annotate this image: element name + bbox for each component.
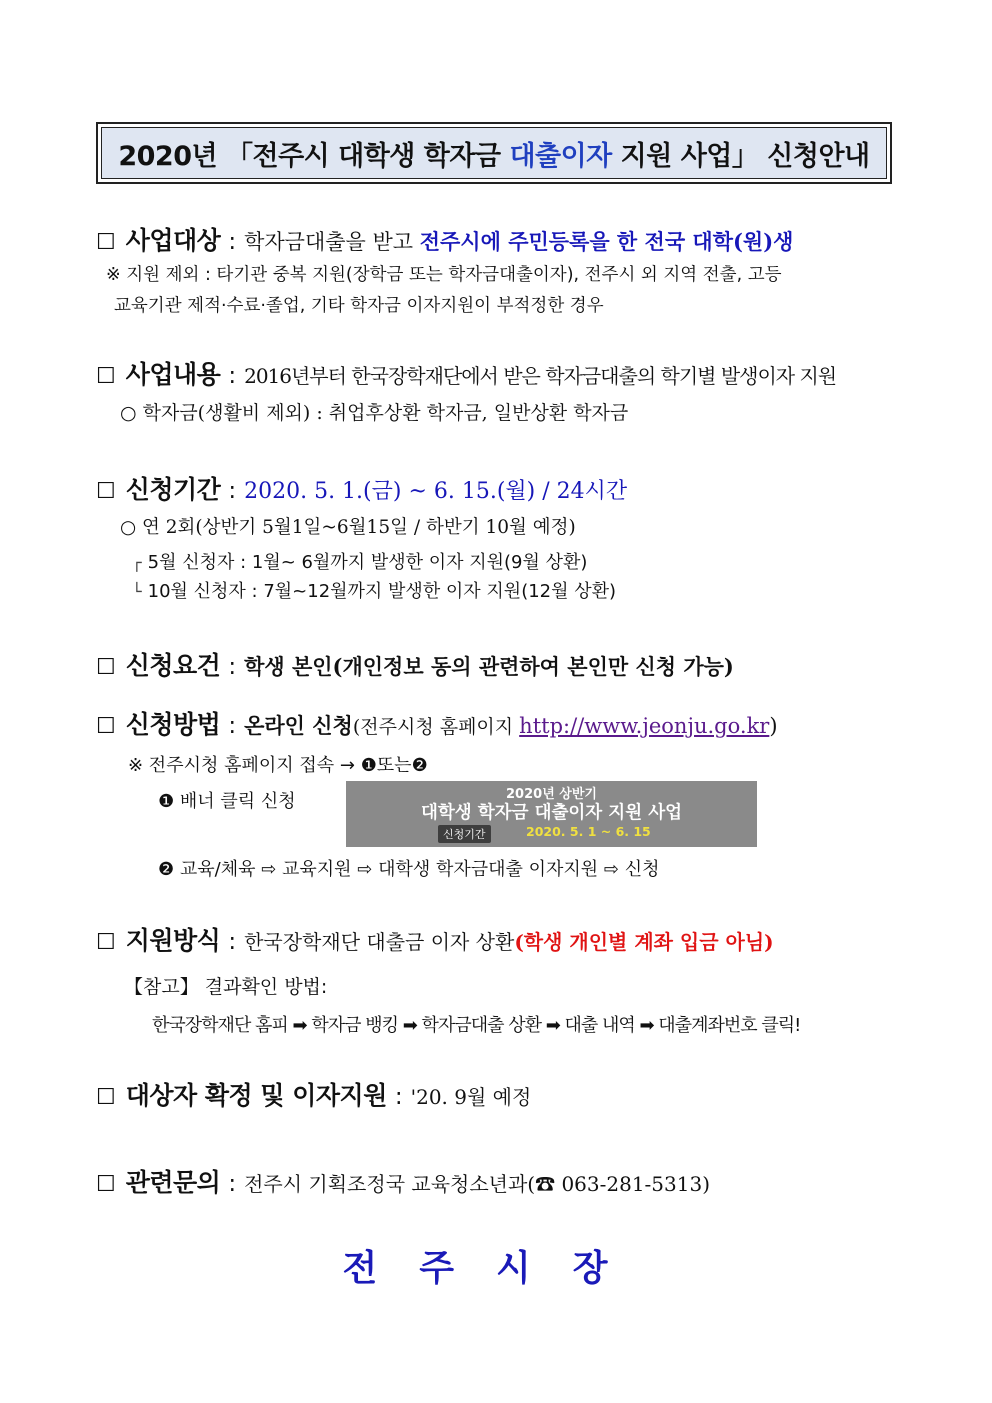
section-method-head: 신청방법 bbox=[125, 710, 221, 739]
period-item1 bbox=[132, 548, 587, 574]
period-item2 bbox=[132, 577, 616, 603]
title-highlight: 대출이자 bbox=[509, 140, 612, 172]
method-note: ※ 전주시청 홈페이지 접속 → ❶또는❷ bbox=[128, 755, 428, 776]
section-content bbox=[96, 355, 836, 391]
method-option1: ❶ 배너 클릭 신청 bbox=[158, 791, 296, 812]
section-confirm-head: 대상자 확정 및 이자지원 bbox=[125, 1081, 387, 1110]
title-part1: 2020년 「전주시 대학생 학자금 bbox=[118, 140, 510, 172]
section-method-text-rest: (전주시청 홈페이지 bbox=[352, 716, 520, 738]
section-confirm-text: '20. 9월 예정 bbox=[410, 1085, 532, 1109]
checkbox-icon: ☐ bbox=[96, 714, 116, 739]
section-target-text: 학자금대출을 받고 bbox=[244, 230, 420, 254]
section-support bbox=[96, 921, 774, 957]
bracket-top-icon: ┌ bbox=[132, 553, 142, 572]
content-sub: ○ 학자금(생활비 제외) : 취업후상환 학자금, 일반상환 학자금 bbox=[120, 402, 629, 424]
banner-period: 2020. 5. 1 ~ 6. 15 bbox=[526, 824, 651, 839]
period-item1-text: 5월 신청자 : 1월~ 6월까지 발생한 이자 지원(9월 상환) bbox=[147, 552, 588, 573]
colon: : bbox=[228, 713, 237, 739]
title-part2: 지원 사업」 신청안내 bbox=[611, 140, 870, 172]
section-inquiry-text: 전주시 기획조정국 교육청소년과(☎ 063-281-5313) bbox=[244, 1172, 711, 1196]
colon: : bbox=[228, 1171, 237, 1197]
banner-line1: 2020년 상반기 bbox=[506, 787, 597, 802]
section-target-highlight: 전주시에 주민등록을 한 전국 대학(원)생 bbox=[419, 229, 794, 254]
section-target bbox=[96, 221, 793, 257]
checkbox-icon: ☐ bbox=[96, 364, 116, 389]
section-support-highlight: (학생 개인별 계좌 입금 아님) bbox=[514, 930, 774, 954]
section-confirm bbox=[96, 1076, 531, 1112]
support-ref-title: 【참고】 결과확인 방법: bbox=[124, 976, 328, 998]
section-support-head: 지원방식 bbox=[125, 926, 221, 955]
section-method bbox=[96, 705, 778, 741]
checkbox-icon: ☐ bbox=[96, 1085, 116, 1110]
section-requirement-text: 학생 본인(개인정보 동의 관련하여 본인만 신청 가능) bbox=[244, 654, 734, 679]
banner-tag: 신청기간 bbox=[438, 825, 491, 843]
footer-mayor: 전주시장 bbox=[342, 1248, 650, 1289]
checkbox-icon: ☐ bbox=[96, 655, 116, 680]
colon: : bbox=[394, 1084, 403, 1110]
section-content-head: 사업내용 bbox=[125, 360, 221, 389]
section-period-head: 신청기간 bbox=[125, 475, 221, 504]
section-target-head: 사업대상 bbox=[125, 226, 221, 255]
support-ref-path: 한국장학재단 홈피 ➡ 학자금 뱅킹 ➡ 학자금대출 상환 ➡ 대출 내역 ➡ 대출계좌번호 클릭! bbox=[152, 1015, 801, 1036]
apply-banner[interactable] bbox=[346, 781, 757, 847]
target-note-line1: ※ 지원 제외 : 타기관 중복 지원(장학금 또는 학자금대출이자), 전주시 외 지역 전출, 고등 bbox=[106, 265, 782, 285]
period-item2-text: 10월 신청자 : 7월~12월까지 발생한 이자 지원(12월 상환) bbox=[147, 581, 617, 602]
section-inquiry-head: 관련문의 bbox=[125, 1168, 221, 1197]
checkbox-icon: ☐ bbox=[96, 930, 116, 955]
section-period-text: 2020. 5. 1.(금) ~ 6. 15.(월) / 24시간 bbox=[244, 479, 628, 504]
section-method-text-end: ) bbox=[769, 714, 778, 738]
period-sub: ○ 연 2회(상반기 5월1일~6월15일 / 하반기 10월 예정) bbox=[120, 517, 576, 538]
method-option2: ❷ 교육/체육 ⇨ 교육지원 ⇨ 대학생 학자금대출 이자지원 ⇨ 신청 bbox=[158, 859, 660, 880]
section-support-text: 한국장학재단 대출금 이자 상환 bbox=[244, 930, 515, 954]
section-inquiry bbox=[96, 1163, 710, 1199]
section-method-text-bold: 온라인 신청 bbox=[244, 713, 353, 738]
checkbox-icon: ☐ bbox=[96, 479, 116, 504]
title-box bbox=[96, 122, 892, 184]
page-title bbox=[101, 127, 887, 179]
colon: : bbox=[228, 363, 237, 389]
bracket-bottom-icon: └ bbox=[132, 582, 142, 601]
banner-line2: 대학생 학자금 대출이자 지원 사업 bbox=[420, 803, 683, 823]
checkbox-icon: ☐ bbox=[96, 230, 116, 255]
section-content-text: 2016년부터 한국장학재단에서 받은 학자금대출의 학기별 발생이자 지원 bbox=[244, 364, 837, 388]
colon: : bbox=[228, 654, 237, 680]
section-requirement-head: 신청요건 bbox=[125, 651, 221, 680]
section-period bbox=[96, 470, 627, 506]
colon: : bbox=[228, 229, 237, 255]
jeonju-homepage-link[interactable]: http://www.jeonju.go.kr bbox=[519, 714, 770, 738]
target-note-line2: 교육기관 제적·수료·졸업, 기타 학자금 이자지원이 부적정한 경우 bbox=[114, 296, 604, 316]
checkbox-icon: ☐ bbox=[96, 1172, 116, 1197]
colon: : bbox=[228, 929, 237, 955]
colon: : bbox=[228, 478, 237, 504]
section-requirement bbox=[96, 646, 734, 682]
